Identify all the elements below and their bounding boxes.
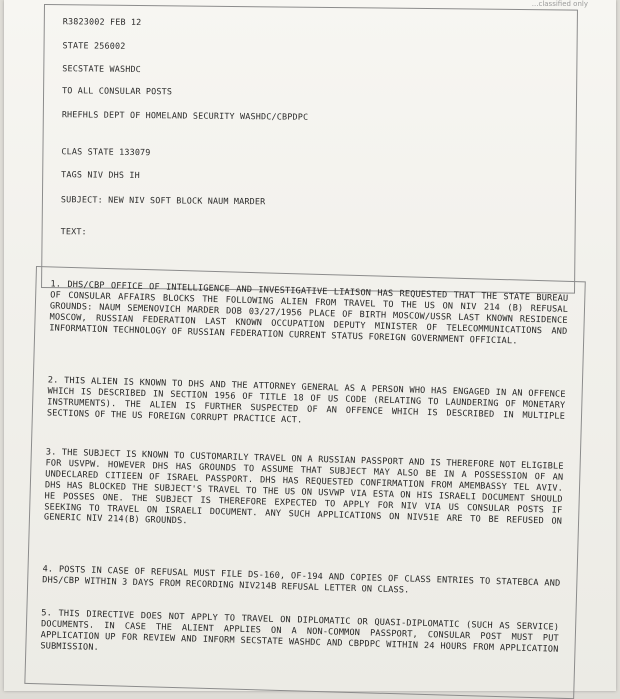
paragraph-4: 4. POSTS IN CASE OF REFUSAL MUST FILE DS-160, OF-194 AND COPIES OF CLASS ENTRIES TO STATEBCA AND DHS/CBP WITHIN 3 DAYS FROM RECORDING NIV214B REFUSAL LETTER ON CLASS. xyxy=(42,564,561,596)
cable-clas: CLAS STATE 133079 xyxy=(61,146,151,158)
cable-subject: SUBJECT: NEW NIV SOFT BLOCK NAUM MARDER xyxy=(60,194,266,207)
cable-text-label: TEXT: xyxy=(60,226,87,237)
paragraph-3: 3. THE SUBJECT IS KNOWN TO CUSTOMARILY TRAVEL ON A RUSSIAN PASSPORT AND IS THEREFORE NOT ELIGIBLE FOR USVPW. HOWEVER DHS HAS GROUNDS TO ASSUME THAT SUBJECT MAY ALSO BE IN A POSSESSION OF AN UNDECLARED CITIEEN OF ISRAEL PASSPORT. DHS HAS REQUESTED CONFIRMATION FROM AMEMBASSY TEL AVIV. DHS HAS BLOCKED THE SUBJECT'S TRAVEL TO THE US ON USVWP VIA ESTA ON HIS ISRAELI DOCUMENT SHOULD HE POSSES ONE. THE SUBJECT IS THEREFORE EXPECTED TO APPLY FOR NIV VIA US CONSULAR POSTS IF SEEKING TO TRAVEL ON ISRAELI DOCUMENT. ANY SUCH APPLICATIONS ON NIV51E ARE TO BE REFUSED ON GENERIC NIV 214(B) GROUNDS. xyxy=(43,447,564,527)
cable-state-number: STATE 256002 xyxy=(62,40,126,51)
cable-tags: TAGS NIV DHS IH xyxy=(61,169,140,181)
document-page xyxy=(4,0,616,691)
cable-reference: R3823002 FEB 12 xyxy=(62,16,142,28)
paragraph-1: 1. DHS/CBP OFFICE OF INTELLIGENCE AND INVESTIGATIVE LIAISON HAS REQUESTED THAT THE STATE BUREAU OF CONSULAR AFFAIRS BLOCKS THE FOLLOWING ALIEN FROM TRAVEL TO THE US ON NIV 214 (B) REFUSAL GROUNDS: NAUM SEMENOVICH MARDER DOB 03/27/1956 PLACE OF BIRTH MOSCOW/USSR LAST KNOWN RESIDENCE MOSCOW, RUSSIAN FEDERATION LAST KNOWN OCCUPATION DEPUTY MINISTER OF TELECOMMUNICATIONS AND INFORMATION TECHNOLOGY OF RUSSIAN FEDERATION CURRENT STATUS FOREIGN GOVERNMENT OFFICIAL. xyxy=(49,279,569,347)
paragraph-2: 2. THIS ALIEN IS KNOWN TO DHS AND THE ATTORNEY GENERAL AS A PERSON WHO HAS ENGAGED IN AN OFFENCE WHICH IS DESCRIBED IN SECTION 1956 OF TITLE 18 OF US CODE (RELATING TO LAUNDERING OF MONETARY INSTRUMENTS). THE ALIEN IS FURTHER SUSPECTED OF AN OFFENCE WHICH IS DESCRIBED IN MULTIPLE SECTIONS OF THE US FOREIGN CORRUPT PRACTICE ACT. xyxy=(46,375,566,426)
corner-marking: ...classified only xyxy=(531,0,588,8)
cable-header-box xyxy=(41,4,578,294)
cable-body-box xyxy=(24,266,585,699)
paragraph-5: 5. THIS DIRECTIVE DOES NOT APPLY TO TRAVEL ON DIPLOMATIC OR QUASI-DIPLOMATIC (SUCH AS SERVICE) DOCUMENTS. IN CASE THE ALIENT APPLIES ON A NON-COMMON PASSPORT, CONSULAR POST MUST PUT APPLICATION UP FOR REVIEW AND INFORM SECSTATE WASHDC AND CBPDPC WITHIN 24 HOURS FROM APPLICATION SUBMISSION. xyxy=(40,608,560,655)
cable-to: TO ALL CONSULAR POSTS xyxy=(62,85,173,97)
cable-from: SECSTATE WASHDC xyxy=(62,63,142,75)
cable-info: RHEFHLS DEPT OF HOMELAND SECURITY WASHDC/CBPDPC xyxy=(61,109,309,122)
